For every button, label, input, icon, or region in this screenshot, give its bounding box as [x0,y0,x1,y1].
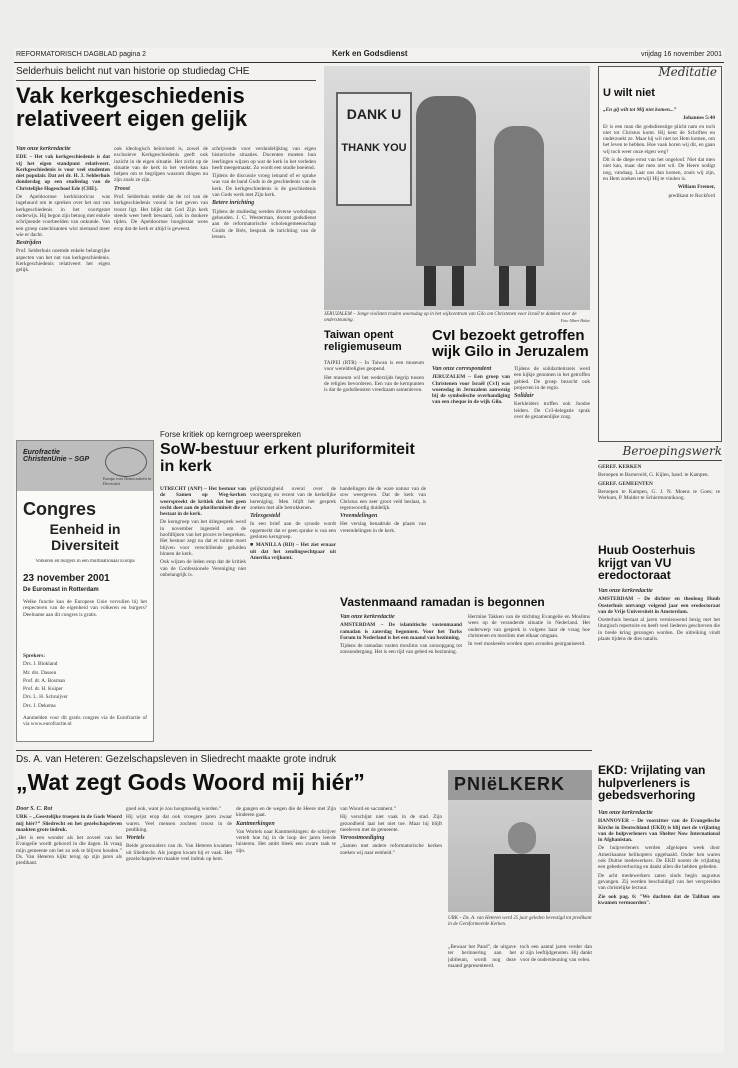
article7-byline: Van onze kerkredactie [598,810,653,816]
article1-kicker: Selderhuis belicht nut van historie op studiedag CHE [16,66,250,77]
article1-col3: schrijvende voor verduidelijking van eigen historische situaties. Docenten moeten hun leerlingen wijzen op wat de kerk in het verleden heeft meegemaakt. Zo wordt een studie boeiend. Tijdens de discussie vroeg iemand of er sprake was van de band Gods in de geschiedenis van de kerk. De kerkgeschiedenis is de geschiedenis van Gods werk met Zijn kerk. Betere inrichting Tijdens de studiedag werden diverse workshops gehouden. J. C. Westerman, docent godsdienst aan de reformatorische scholengemeenschap Guido de Brès, besprak de inrichting van de lessen. [212,146,316,240]
article4-body: Van onze kerkredactie AMSTERDAM – De dichter en theoloog Huub Oosterhuis ontvangt volgend jaar een eredoctoraat van de Vrije Universiteit in Amsterdam. Oosterhuis bestaat al jaren vernieuwend bezig met het liturgisch repertoire en heeft veel liederen geschreven die in brede kring gezongen worden. De uitreiking vindt plaats tijdens de dies natalis. [598,588,720,643]
section-title: Kerk en Godsdienst [332,49,408,58]
ad-speaker: Prof. dr. H. Kuiper [23,686,63,693]
article6-title: Vastenmaand ramadan is begonnen [340,595,545,609]
article4-title: Huub Oosterhuis krijgt van VU eredoctoraat [598,543,696,583]
article7-body: Van onze kerkredactie HANNOVER – De voorzitter van de Evangelische Kirche in Deutschland (EKD) is blij met de vrijlating van de hulpverleners van Shelter Now International in Afghanistan. De hulpverleners werden afgelopen week door Amerikaanse helikopters opgehaald. Onder hen waren ook Duitse medewerkers. De EKD noemt de vrijlating een gebedsverhoring en dankt allen die hebben gebeden. De acht medewerkers zaten sinds begin augustus gevangen. Zij werden beschuldigd van het verspreiden van christelijke lectuur. Zie ook pag. 6: "We dachten dat de Taliban ons kwamen vermoorden". [598,810,720,906]
ad-subtitle: Volkeren en burgers in een multinationaal Europa [35,559,135,564]
article3-lead: JERUZALEM – Een groep van Christenen voor Israël (CvI) was woensdag in Jeruzalem aanwezig bij de symbolische overhandiging van een cheque in de wijk Gilo. [432,374,510,406]
article1-byline: Van onze kerkredactie [16,146,71,152]
meditatie-body: „En gij wilt tot Mij niet komen...” Johannes 5:40 Er is een man die godsdienstige plicht nam en toch niet tot Christus komt. Hij kent de Schriften en onderzoekt ze. Maar hij wil niet tot Hem komen, om het leven te hebben. Hoe vaak horen wij dit, en gaan wij toch weer onze eigen weg? Dit is de diepe ernst van het ongeloof. Niet dat men niet kan, maar dat men niet wil. De Heere nodigt nog, vandaag. Laat ons dan komen, zoals wij zijn, en Hem zoeken terwijl Hij te vinden is. William Fremer, predikant te Rockford [603,107,715,199]
ad-speaker: Drs. L. H. Schruijver [23,694,68,701]
article8-lead: URK – „Geestelijke troepen in de Gods Woord mij hiér?” Sliedrecht en het gezelschapsleven maakten grote indruk. [16,814,122,833]
article8-col1: Door S. C. Rot URK – „Geestelijke troepen in de Gods Woord mij hiér?” Sliedrecht en het gezelschapsleven maakten grote indruk. „Het is een wonder als het zoveel van het Evangelie wordt gehoord in die dagen. Ik vraag mijn gemeente om het zo ook te blijven houden.” Ds. Van Heteren kijkt terug op zijn jaren als predikant. [16,806,122,867]
article8-col4: van Woord en sacrament.” Hij verschijnt niet vaak in de stad. Zijn gezondheid laat het niet toe. Maar hij blijft meeleven met de gemeente. Veroostmoediging „Samen met andere reformatorische kerken zoeken wij naar eenheid.” [340,806,442,856]
leg-4 [526,266,536,306]
article5-title: SoW-bestuur erkent pluriformiteit in kerk [160,441,415,475]
article8-col2: goed ook, want je zou hoogmoedig worden.” Hij wijst erop dat ook vroegere jaren zwaar waren. Veel mensen zochten troost in de prediking. Wortels Beide grootouders van ds. Van Heteren kwamen uit Sliedrecht. Als jongen kwam hij er vaak. Het gezelschapsleven maakte veel indruk op hem. [126,806,232,863]
article8-sub2: Kantmerkingen [236,820,275,827]
article6-lead: AMSTERDAM – De islamitische vastenmaand ramadan is zaterdag begonnen. Voor het Turks Forum in Nederland is het een maand van bezinning. [340,622,462,641]
sign-text-1: DANK U [346,106,402,122]
article6-col1: Van onze kerkredactie AMSTERDAM – De islamitische vastenmaand ramadan is zaterdag begonnen. Voor het Turks Forum in Nederland is het een maand van bezinning. Tijdens de ramadan vasten moslims van zonsopgang tot zonsondergang. Het is een tijd van gebed en bezinning. [340,614,462,656]
page-header [14,48,724,63]
article2-dateline: TAIPEI (RTR) – In Taiwan is een museum voor wereldreligies geopend. [324,360,424,373]
manila-dateline: ■ MANILLA (RD) – Het ziet ernaar uit dat het zendingsechtpaar uit Amerika vrijkomt. [250,542,336,561]
article7-note: Zie ook pag. 6: "We dachten dat de Taliban ons kwamen vermoorden". [598,893,720,906]
pnielkerk-caption: URK – Ds. A. van Heteren werd 25 jaar geleden bevestigd tot predikant in de Gereformeerde Kerken. [448,916,592,927]
article8-sub3: Veroostmoediging [340,835,385,842]
article3-col2: Tijdens de solidariteitsreis werd een kijkje genomen in het getroffen gebied. De groep bezocht ook projecten in de regio. Solidair Kerkleiders troffen ook Joodse leiders. De CvI-delegatie sprak over de gezamenlijke zorg. [514,366,590,421]
beroepingswerk-tag: Beroepingswerk [598,444,722,461]
article6-byline: Van onze kerkredactie [340,614,395,620]
article3-byline: Van onze correspondent [432,366,492,372]
article4-lead: AMSTERDAM – De dichter en theoloog Huub Oosterhuis ontvangt volgend jaar een eredoctoraat van de Vrije Universiteit in Amsterdam. [598,596,720,615]
article8-col3: de gangen en de wegen die de Heere met Zijn kinderen gaat. Kantmerkingen Van Wortels naar Kantmerkingen: de schrijver vertelt hoe hij in de loop der jaren leerde luisteren. Het ambt bleek een zware taak te zijn. [236,806,336,854]
article2-body: TAIPEI (RTR) – In Taiwan is een museum voor wereldreligies geopend. Het museum wil het wederzijds begrip tussen de religies bevorderen. Een van de kernpunten is dat de godsdiensten vreedzaam samenleven. [324,360,424,394]
ad-title1: Congres [23,499,97,519]
article5-col3: handelingen die de ware natuur van de sow weergeven. Dat de kerk van Christus een zeer groot veld beslaat, is tegenwoordig duidelijk. Vreemdelingen Het verslag benadrukt de plaats van vreemdelingen in de kerk. [340,486,426,534]
ad-speakers [23,653,147,709]
violinist-figure-2 [494,126,544,266]
meditatie-box [598,66,722,442]
article5-col1: UTRECHT (ANP) – Het bestuur van de Samen op Weg-kerken weerspreekt de kritiek dat het geen recht doet aan de pluriformiteit die er bestaat in de kerk. De kerngroep van het driegesprek werd in november ingesteld om de hoofdlijnen van het proces te bespreken. Het bestuur zegt nu dat er ruimte moet blijven voor verschillende geluiden binnen de kerk. Ook wijzen de leden erop dat de kritiek van de Confessionele Vereniging niet onbelangrijk is. [160,486,246,578]
article3-sub: Solidair [514,393,534,400]
article8-byline: Door S. C. Rot [16,806,53,812]
pnielkerk-photo [448,770,592,912]
thank-you-sign [336,92,412,206]
ad-speaker: Drs. J. Blokland [23,661,58,668]
article8-title: „Wat zegt Gods Woord mij hiér” [16,769,365,795]
meditatie-author: William Fremer, [677,184,715,191]
divider [16,80,316,81]
ad-venue: De Euromast in Rotterdam [23,587,99,593]
article1-sub3: Betere inrichting [212,200,255,207]
ad-org: Eurofractie ChristenUnie – SGP [23,449,90,463]
newspaper-page [14,48,724,1053]
article4-byline: Van onze kerkredactie [598,588,653,594]
article1-sub2: Troost [114,185,130,192]
article8-kicker: Ds. A. van Heteren: Gezelschapsleven in Sliedrecht maakte grote indruk [16,754,337,765]
meditatie-author-role: predikant te Rockford [668,192,715,199]
article8-col5: „Bewaar het Pand”, de uitgave ter herinnering aan het jubileum, wordt nog deze maand gepresenteerd. [448,944,516,969]
ad-body: Welke functie kan de Europese Unie vervullen bij het respecteren van de eigenheid van volkeren en burgers? Deelname aan dit congres is gratis. [23,599,147,618]
meditatie-ref: Johannes 5:40 [682,115,715,122]
meditatie-quote: „En gij wilt tot Mij niet komen...” [603,107,677,113]
ad-footer: Aanmelden voor dit gratis congres via de Eurofractie of via www.eurofractie.nl [23,715,147,728]
person-body [494,854,550,912]
article6-col2: Hermine Takken van de stichting Evangelie en Moslims wees op de veranderde situatie in Nederland. Het onderwerp van gesprek is volgens haar de vraag hoe christenen en moslims met elkaar omgaan. In veel moskeeën worden open avonden georganiseerd. [468,614,590,648]
violinists-photo [324,66,590,310]
ad-speaker: Drs. J. Dekema [23,702,56,709]
article5-col2: gelijkmatigheid overal over de voortgang en recent van de kerkelijke hereniging. Men blijft het gesprek zoeken met alle betrokkenen. Telexgesteld In een brief aan de synode wordt opgemerkt dat er geen sprake is van een gesloten kerngroep. ■ MANILLA (RD) – Het ziet ernaar uit dat het zendingsechtpaar uit Amerika vrijkomt. [250,486,336,561]
article3-title: CvI bezoekt getroffen wijk Gilo in Jeruzalem [432,327,589,360]
beroeping-group2: GEREF. GEMEENTEN [598,480,653,487]
divider [16,750,592,751]
meditatie-tag: Meditatie [658,65,717,79]
header-left: REFORMATORISCH DAGBLAD pagina 2 [16,51,147,58]
beroeping-group1-text: Beroepen te Barneveld, G. Kijlen, hand. te Kampen. [598,472,709,479]
violinist-figure-1 [416,96,476,266]
article8-col6: toch een aantal jaren verder dan al zijn leeftijdgenoten. Hij dankt voor de ondersteuning van velen. [520,944,592,963]
photo1-credit: Foto Albert Halav [560,318,590,323]
leg-2 [452,266,464,306]
congress-advertisement [16,440,154,742]
article1-col2: ook ideologisch beïnvloed is, zowel de exclusieve Kerkgeschiedenis geeft ook inzicht in de eigen situatie. Het zicht op de situatie van de kerk in het verleden kan helpen om te begrijpen waarom dingen nu zijn zoals ze zijn. Troost Prof. Selderhuis stelde dat de rol van de kerkgeschiedenis vooral in het geven van troost ligt. Het blijkt dat God Zijn kerk steeds weer heeft bewaard, ook in donkere tijden. De Apeldoornse hoogleraar wees erop dat de kerk er altijd is geweest. [114,146,208,232]
ad-date: 23 november 2001 [23,573,110,584]
leg-1 [424,266,436,306]
article5-kicker: Forse kritiek op kerngroep weerspreken [160,430,301,439]
article7-lead: HANNOVER – De voorzitter van de Evangelische Kirche in Deutschland (EKD) is blij met de vrijlating van de hulpverleners van Shelter Now International in Afghanistan. [598,818,720,844]
beroeping-group2-text: Beroepen te Kampen, G. J. N. Moens te Goes; te Werkum, P. Mulder te Schiermonnikoog. [598,488,720,502]
beroepingswerk-body [598,464,720,534]
article1-title: Vak kerkgeschiedenis relativeert eigen gelijk [16,83,248,132]
article5-sub1: Telexgesteld [250,513,281,520]
photo1-caption-text: JERUZALEM – Jonge violisten traden woensdag op in het wijkcentrum van Gilo om Christenen voor Israël te danken voor de ondersteuning. [324,312,577,323]
beroeping-group1: GEREF. KERKEN [598,464,642,470]
ad-speakers-head: Sprekers: [23,653,45,659]
article8-sub1: Wortels [126,835,145,842]
article1-lead: EDE – Het vak kerkgeschiedenis is dat vij het eigen standpunt relativeert. Kerkgeschiedenis is voor veel studenten niet populair. Dat zei dr. H. J. Selderhuis donderdag op een studiedag van de Christelijke Hogeschool Ede (CHE). [16,154,110,192]
ad-speaker: Prof. dr. A. Bosman [23,677,66,684]
sign-text-2: THANK YOU [341,142,407,154]
eu-stars-logo [105,447,147,477]
article1-col1: Van onze kerkredactie EDE – Het vak kerkgeschiedenis is dat vij het eigen standpunt relativeert. Kerkgeschiedenis is voor veel studenten niet populair. Dat zei dr. H. J. Selderhuis donderdag op een studiedag van de Christelijke Hogeschool Ede (CHE). De Apeldoornse kerkhistoricus was ingehuurd om te spreken over het nut van kerkgeschiedenis in het voortgezet onderwijs. Hij begon zijn betoog met enkele schrijnende voorbeelden van onkunde. Van een groep catechisanten wist niemand meer wie er dacht. Bestrijden Prof. Selderhuis noemde enkele belangrijke aspecten van het nut van kerkgeschiedenis. Kerkgeschiedenis relativeert het eigen gelijk. [16,146,110,274]
article3-col1 [432,366,510,466]
leg-3 [499,266,509,306]
person-head [508,822,536,854]
article7-title: EKD: Vrijlating van hulpverleners is gebedsverhoring [598,763,706,803]
ad-speaker: Mr. drs. Dassen [23,669,57,676]
article2-title: Taiwan opent religiemuseum [324,329,402,353]
article5-lead: UTRECHT (ANP) – Het bestuur van de Samen op Weg-kerken weerspreekt de kritiek dat het geen recht doet aan de pluriformiteit die er bestaat in de kerk. [160,486,246,518]
ad-title2: Eenheid in Diversiteit [49,521,121,553]
photo1-caption [324,312,590,324]
article1-sub1: Bestrijden [16,240,42,247]
pnielkerk-sign: PNIëLKERK [454,774,566,794]
article5-sub2: Vreemdelingen [340,513,378,520]
header-date: vrijdag 16 november 2001 [641,51,722,58]
ad-eu-note: Europa voor Democratieën in Diversiteit [103,477,151,486]
meditatie-title: U wilt niet [603,87,655,99]
